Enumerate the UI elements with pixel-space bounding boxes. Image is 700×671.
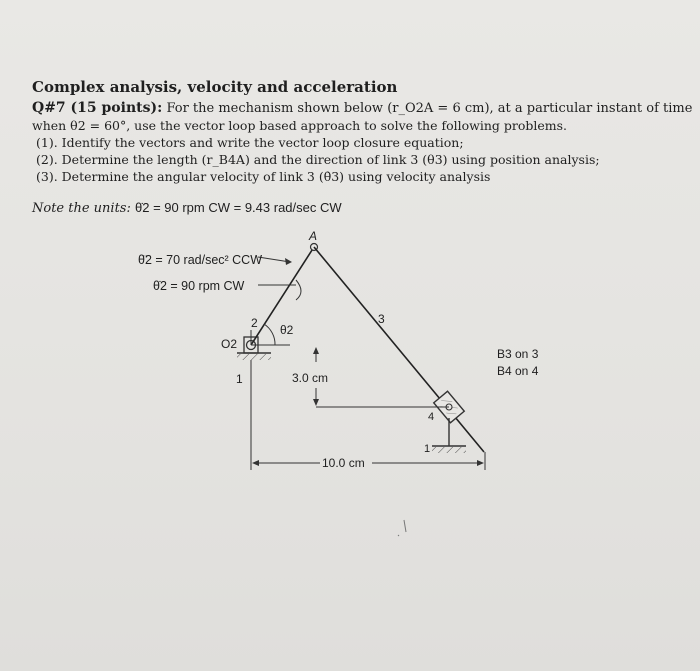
theta2-label: θ2 <box>280 323 294 337</box>
ground1-label: 1 <box>236 372 243 386</box>
dim-10cm-arrow-left <box>252 460 259 466</box>
ground1b-label: 1 <box>424 443 431 455</box>
vel-label: θ̇2 = 90 rpm CW <box>153 279 245 293</box>
question-intro: For the mechanism shown below (r_O2A = 6 cm), at a particular instant of time <box>166 101 693 116</box>
page-title: Complex analysis, velocity and acceleration <box>32 78 398 96</box>
slider-label-b3: B3 on 3 <box>497 347 539 361</box>
pen-mark <box>398 520 406 536</box>
theta2-arc <box>264 324 275 345</box>
point-a-label: A <box>309 229 318 243</box>
question-item-2: (2). Determine the length (r_B4A) and the direction of link 3 (θ3) using position analysis; <box>36 152 600 167</box>
units-note-label: Note the units: <box>32 201 131 216</box>
dim-3cm-arrow-top <box>313 347 319 354</box>
height-dim-label: 3.0 cm <box>292 371 329 385</box>
link4-label: 4 <box>428 411 435 423</box>
width-dim-label: 10.0 cm <box>322 456 365 470</box>
ground-hatch-slider <box>432 447 466 453</box>
question-item-1: (1). Identify the vectors and write the vector loop closure equation; <box>36 135 464 150</box>
link3-label: 3 <box>378 312 385 326</box>
link-3 <box>314 247 484 452</box>
vel-curl-arrow <box>296 280 301 300</box>
question-intro-line2: when θ2 = 60°, use the vector loop based approach to solve the following problems. <box>32 118 567 133</box>
accel-leader <box>258 257 290 262</box>
question-item-3: (3). Determine the angular velocity of link 3 (θ̇3) using velocity analysis <box>36 169 491 184</box>
accel-label: θ̈2 = 70 rad/sec² CCW <box>138 253 263 267</box>
dim-3cm-arrow-bottom <box>313 399 319 406</box>
slider-label-b4: B4 on 4 <box>497 364 539 378</box>
link2-label: 2 <box>251 316 258 330</box>
o2-label: O2 <box>221 337 238 351</box>
units-note-text: θ̇2 = 90 rpm CW = 9.43 rad/sec CW <box>135 200 342 215</box>
accel-leader-arrow <box>285 258 292 265</box>
dim-10cm-arrow-right <box>477 460 484 466</box>
question-number: Q#7 (15 points): <box>32 100 163 116</box>
ground-hatch-o2 <box>237 354 271 360</box>
